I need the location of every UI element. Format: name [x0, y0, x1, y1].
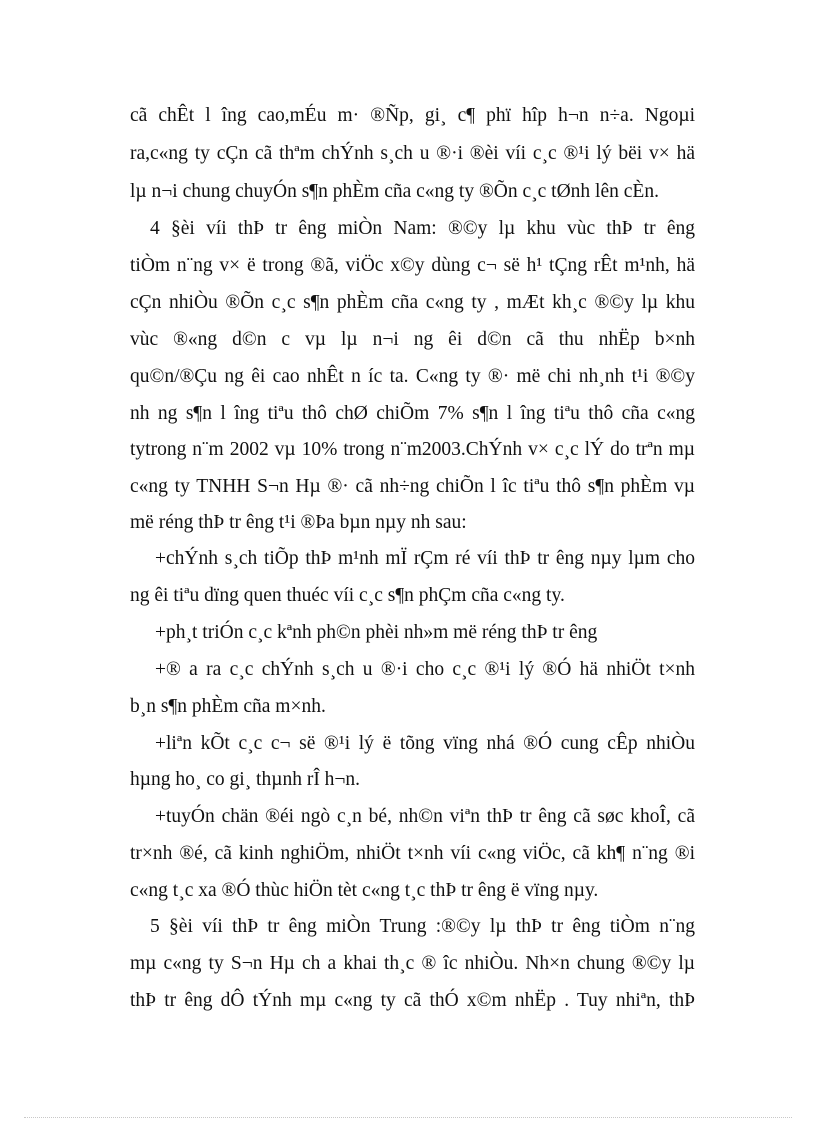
body-text-line: nh ng s¶n l îng tiªu thô chØ chiÕm 7% s¶n l îng tiªu thô cña c«ng: [130, 403, 695, 424]
body-text-line: tytrong n¨m 2002 vµ 10% trong n¨m2003.ChÝnh v× c¸c lÝ do trªn mµ: [130, 439, 695, 460]
body-text-line: cÇn nhiÒu ®Õn c¸c s¶n phÈm cña c«ng ty , mÆt kh¸c ®©y lµ khu: [130, 292, 695, 313]
body-text-line: c«ng ty TNHH S¬n Hµ ®· cã nh÷ng chiÕn l îc tiªu thô s¶n phÈm vµ: [130, 476, 695, 497]
body-text-line: qu©n/®Çu ng êi cao nhÊt n íc ta. C«ng ty ®· më chi nh¸nh t¹i ®©y: [130, 366, 695, 387]
body-text-line: c«ng t¸c xa ®Ó thùc hiÖn tèt c«ng t¸c thÞ tr êng ë vïng nµy.: [130, 880, 599, 901]
body-text-line: më réng thÞ tr êng t¹i ®Þa bµn nµy nh sau:: [130, 512, 467, 533]
body-text-line: thÞ tr êng dÔ tÝnh mµ c«ng ty cã thÓ x©m nhËp . Tuy nhiªn, thÞ: [130, 990, 695, 1011]
body-text-line: tr×nh ®é, cã kinh nghiÖm, nhiÖt t×nh víi c«ng viÖc, cã kh¶ n¨ng ®i: [130, 843, 695, 864]
body-text-line: mµ c«ng ty S¬n Hµ ch a khai th¸c ® îc nhiÒu. Nh×n chung ®©y lµ: [130, 953, 695, 974]
body-text-line: +chÝnh s¸ch tiÕp thÞ m¹nh mÏ rÇm ré víi thÞ tr êng nµy lµm cho: [155, 548, 695, 569]
body-text-line: ng êi tiªu dïng quen thuéc víi c¸c s¶n phÇm cña c«ng ty.: [130, 585, 565, 606]
body-text-line: ra,c«ng ty cÇn cã thªm chÝnh s¸ch u ®·i ®èi víi c¸c ®¹i lý bëi v× hä: [130, 143, 695, 164]
body-text-line: b¸n s¶n phÈm cña m×nh.: [130, 696, 326, 717]
body-text-line: +tuyÓn chän ®éi ngò c¸n bé, nh©n viªn thÞ tr êng cã søc khoÎ, cã: [155, 806, 695, 827]
page-bottom-border: [24, 1117, 792, 1118]
body-text-line: 4 §èi víi thÞ tr êng miÒn Nam: ®©y lµ khu vùc thÞ tr êng: [150, 218, 695, 239]
body-text-line: cã chÊt l îng cao,mÉu m· ®Ñp, gi¸ c¶ phï hîp h¬n n÷a. Ngoµi: [130, 105, 695, 126]
body-text-line: vùc ®«ng d©n c vµ lµ n¬i ng êi d©n cã thu nhËp b×nh: [130, 329, 695, 350]
body-text-line: +ph¸t triÓn c¸c kªnh ph©n phèi nh»m më réng thÞ tr êng: [155, 622, 598, 643]
body-text-line: +® a ra c¸c chÝnh s¸ch u ®·i cho c¸c ®¹i lý ®Ó hä nhiÖt t×nh: [155, 659, 695, 680]
body-text-line: 5 §èi víi thÞ tr êng miÒn Trung :®©y lµ thÞ tr êng tiÒm n¨ng: [150, 916, 695, 937]
body-text-line: tiÒm n¨ng v× ë trong ®ã, viÖc x©y dùng c¬ së h¹ tÇng rÊt m¹nh, hä: [130, 255, 695, 276]
body-text-line: hµng ho¸ co gi¸ thµnh rÎ h¬n.: [130, 769, 361, 790]
body-text-line: +liªn kÕt c¸c c¬ së ®¹i lý ë tõng vïng nhá ®Ó cung cÊp nhiÒu: [155, 733, 695, 754]
body-text-line: lµ n¬i chung chuyÓn s¶n phÈm cña c«ng ty ®Õn c¸c tØnh lên cÈn.: [130, 181, 659, 202]
